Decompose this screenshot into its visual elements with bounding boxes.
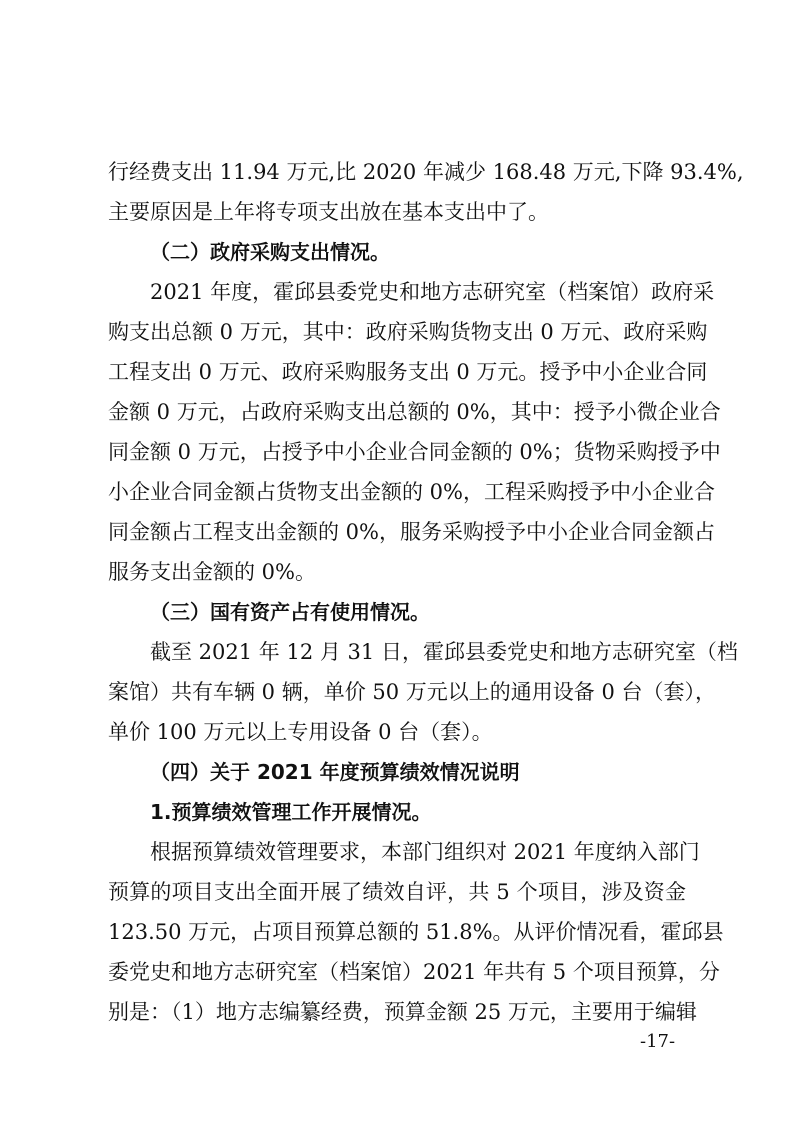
paragraph-line: 购支出总额 0 万元，其中：政府采购货物支出 0 万元、政府采购: [108, 320, 708, 344]
page-number: -17-: [640, 1031, 676, 1052]
paragraph-line: 单价 100 万元以上专用设备 0 台（套）。: [108, 720, 493, 744]
paragraph-line: 小企业合同金额占货物支出金额的 0%，工程采购授予中小企业合: [108, 480, 715, 504]
paragraph-line: 别是：（1）地方志编纂经费，预算金额 25 万元，主要用于编辑: [108, 1000, 697, 1024]
paragraph-line: 案馆）共有车辆 0 辆，单价 50 万元以上的通用设备 0 台（套），: [108, 680, 716, 704]
paragraph-line: 金额 0 万元，占政府采购支出总额的 0%，其中：授予小微企业合: [108, 400, 721, 424]
section-heading-government-procurement: （二）政府采购支出情况。: [150, 240, 390, 264]
paragraph-line: 2021 年度，霍邱县委党史和地方志研究室（档案馆）政府采: [150, 280, 715, 304]
section-heading-state-assets: （三）国有资产占有使用情况。: [150, 600, 430, 624]
paragraph-line: 工程支出 0 万元、政府采购服务支出 0 万元。授予中小企业合同: [108, 360, 708, 384]
paragraph-line: 主要原因是上年将专项支出放在基本支出中了。: [108, 200, 549, 224]
paragraph-line: 123.50 万元，占项目预算总额的 51.8%。从评价情况看，霍邱县: [108, 920, 724, 944]
paragraph-line: 截至 2021 年 12 月 31 日，霍邱县委党史和地方志研究室（档: [150, 640, 738, 664]
section-heading-budget-performance: （四）关于 2021 年度预算绩效情况说明: [150, 760, 520, 784]
paragraph-line: 委党史和地方志研究室（档案馆）2021 年共有 5 个项目预算，分: [108, 960, 720, 984]
paragraph-line: 服务支出金额的 0%。: [108, 560, 316, 584]
paragraph-line: 行经费支出 11.94 万元,比 2020 年减少 168.48 万元,下降 93.4%,: [108, 160, 744, 184]
paragraph-line: 根据预算绩效管理要求，本部门组织对 2021 年度纳入部门: [150, 840, 700, 864]
paragraph-line: 同金额占工程支出金额的 0%，服务采购授予中小企业合同金额占: [108, 520, 715, 544]
paragraph-line: 同金额 0 万元，占授予中小企业合同金额的 0%；货物采购授予中: [108, 440, 721, 464]
paragraph-line: 预算的项目支出全面开展了绩效自评，共 5 个项目，涉及资金: [108, 880, 686, 904]
subsection-heading-performance-management: 1.预算绩效管理工作开展情况。: [150, 800, 432, 824]
